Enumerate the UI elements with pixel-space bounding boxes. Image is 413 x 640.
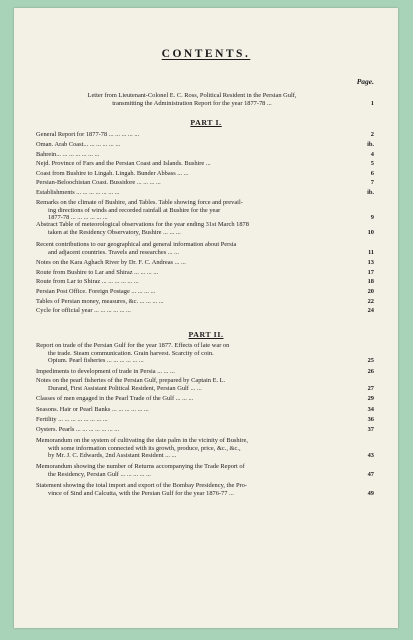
toc-page-number: 6 <box>370 170 374 177</box>
toc-page-number: 26 <box>367 368 374 375</box>
part-1-heading: PART I. <box>190 118 222 127</box>
toc-entry <box>36 406 374 414</box>
toc-page-number: 29 <box>367 395 374 402</box>
toc-page-number: 13 <box>367 259 374 266</box>
toc-entry-line: Route from Lar to Shiraz ... ... ... ... ... ... <box>36 278 139 285</box>
toc-entry-line: Persian Post Office. Foreign Postage ... ... ... ... <box>36 288 156 295</box>
toc-entry-line: Notes on the pearl fisheries of the Persian Gulf, prepared by Captain E. L. <box>36 377 226 384</box>
toc-entry <box>36 298 374 306</box>
toc-entry <box>36 437 374 460</box>
toc-page-number: 5 <box>370 160 374 167</box>
toc-entry-line: ing directions of winds and recorded rainfall at Bushire for the year <box>48 206 221 214</box>
toc-page-number: ib. <box>367 189 374 196</box>
toc-entry-line: Notes on the Kara Aghach River by Dr. F. C. Andreas ... ... <box>36 259 186 266</box>
toc-entry <box>36 269 374 277</box>
toc-entry <box>36 278 374 286</box>
toc-page-number: ib. <box>367 141 374 148</box>
toc-page-number: 34 <box>367 406 374 413</box>
toc-entry-line: the trade. Steam communication. Grain harvest. Scarcity of coin. <box>48 349 214 357</box>
toc-entry-line: Fertility ... ... ... ... ... ... ... ... <box>36 416 108 423</box>
toc-entry-line: by Mr. J. C. Edwards, 2nd Assistant Resident ... ... <box>48 452 177 460</box>
toc-entry-line: Seasons. Hair or Pearl Banks ... ... ... ... ... ... <box>36 406 149 413</box>
toc-entry-line: Durand, First Assistant Political Resident, Persian Gulf ... ... <box>48 384 202 392</box>
toc-entry-line: Remarks on the climate of Bushire, and Tables. Table showing force and prevail- <box>36 199 243 206</box>
page-column-header: Page. <box>356 77 374 86</box>
toc-entry-line: Oysters. Pearls ... ... ... ... ... ... ... <box>36 426 120 433</box>
toc-entry-line: Report on trade of the Persian Gulf for the year 1877. Effects of late war on <box>36 342 230 349</box>
toc-entry-line: Recent contributions to our geographical and general information about Persia <box>36 241 237 248</box>
toc-entry-line: Bahrein... ... ... ... ... ... ... <box>36 151 100 158</box>
toc-page-number: 10 <box>367 228 374 236</box>
toc-page-number: 43 <box>367 452 374 460</box>
toc-entry-line: Coast from Bushire to Lingah. Lingah. Bunder Abbass ... ... <box>36 170 189 177</box>
toc-entry-line: General Report for 1877-78 ... ... ... ... ... <box>36 131 140 138</box>
toc-entry <box>36 307 374 315</box>
toc-entry <box>36 416 374 424</box>
toc-entry-line: Statement showing the total import and export of the Bombay Presidency, the Pro- <box>36 482 247 489</box>
toc-entry <box>36 170 374 178</box>
toc-entry <box>36 368 374 376</box>
toc-entry-line: Persian-Beloochistan Coast. Bussidore ... ... ... ... <box>36 179 161 186</box>
toc-page-number: 24 <box>367 307 374 314</box>
toc-entry <box>36 160 374 168</box>
toc-entry <box>36 221 374 236</box>
toc-entry <box>36 189 374 197</box>
toc-entry <box>36 463 374 478</box>
toc-entry-line: Impediments to development of trade in Persia ... ... ... <box>36 368 175 375</box>
toc-page-number: 27 <box>367 384 374 392</box>
toc-entry-line: taken at the Residency Observatory, Bushire ... ... ... <box>48 228 181 236</box>
toc-entry-line: transmitting the Administration Report for the year 1877-78 ... <box>112 99 272 107</box>
toc-page-number: 49 <box>367 489 374 497</box>
toc-entry <box>36 288 374 296</box>
page-title: CONTENTS. <box>161 48 251 60</box>
toc-entry <box>36 199 374 222</box>
toc-page-number: 2 <box>370 131 374 138</box>
toc-page-number: 37 <box>367 426 374 433</box>
toc-entry-line: Route from Bushire to Lar and Shiraz ... ... ... ... <box>36 269 159 276</box>
toc-page-number: 22 <box>367 298 374 305</box>
part-2-heading: PART II. <box>188 330 224 339</box>
toc-entry-line: Establishments ... ... ... ... ... ... ... <box>36 189 120 196</box>
toc-entry <box>36 377 374 392</box>
toc-entry <box>36 241 374 256</box>
toc-page-number: 4 <box>370 151 374 158</box>
toc-entry-line: Letter from Lieutenant-Colonel E. C. Ross, Political Resident in the Persian Gulf, <box>87 92 297 99</box>
toc-page-number: 11 <box>367 248 374 256</box>
toc-entry <box>36 131 374 139</box>
toc-entry <box>36 179 374 187</box>
toc-page-number: 25 <box>367 357 374 365</box>
toc-entry-line: the Residency, Persian Gulf ... ... ... ... ... <box>48 470 151 478</box>
toc-page-number: 36 <box>367 416 374 423</box>
toc-entry-line: vince of Sind and Calcutta, with the Persian Gulf for the year 1876-77 ... <box>48 489 234 497</box>
toc-entry-line: Opium. Pearl fisheries ... ... ... ... ... ... <box>48 357 144 365</box>
toc-page-number: 18 <box>367 278 374 285</box>
document-page <box>14 8 398 628</box>
toc-entry-line: and adjacent countries. Travels and researches ... ... <box>48 248 179 256</box>
toc-entry-line: Oman. Arab Coast... ... ... ... ... ... <box>36 141 121 148</box>
toc-page-number: 9 <box>370 214 374 222</box>
toc-entry-intro <box>36 92 374 107</box>
toc-entry <box>36 141 374 149</box>
toc-entry-line: Memorandum on the system of cultivating the date palm in the vicinity of Bushire, <box>36 437 248 444</box>
toc-entry <box>36 482 374 497</box>
toc-page-number: 7 <box>370 179 374 186</box>
toc-entry-line: Abstract Table of meteorological observations for the year ending 31st March 1878 <box>36 221 249 228</box>
toc-entry-line: Nejd. Province of Fars and the Persian Coast and Islands. Bushire ... <box>36 160 211 167</box>
toc-entry <box>36 342 374 365</box>
toc-entry-line: with some information connected with its growth, produce, price, &c., &c., <box>48 444 241 452</box>
toc-entry-line: Classes of men engaged in the Pearl Trade of the Gulf ... ... ... <box>36 395 194 402</box>
toc-entry <box>36 259 374 267</box>
toc-page-number: 1 <box>370 99 374 107</box>
toc-entry <box>36 426 374 434</box>
toc-page-number: 17 <box>367 269 374 276</box>
toc-page-number: 47 <box>367 470 374 478</box>
toc-entry-line: Memorandum showing the number of Returns accompanying the Trade Report of <box>36 463 245 470</box>
toc-entry <box>36 395 374 403</box>
toc-entry-line: Tables of Persian money, measures, &c. ... ... ... ... <box>36 298 164 305</box>
toc-entry-line: Cycle for official year ... ... ... ... ... ... <box>36 307 131 314</box>
toc-page-number: 20 <box>367 288 374 295</box>
toc-entry <box>36 151 374 159</box>
toc-entry-line: 1877-78 ... ... ... ... ... ... <box>48 214 108 222</box>
